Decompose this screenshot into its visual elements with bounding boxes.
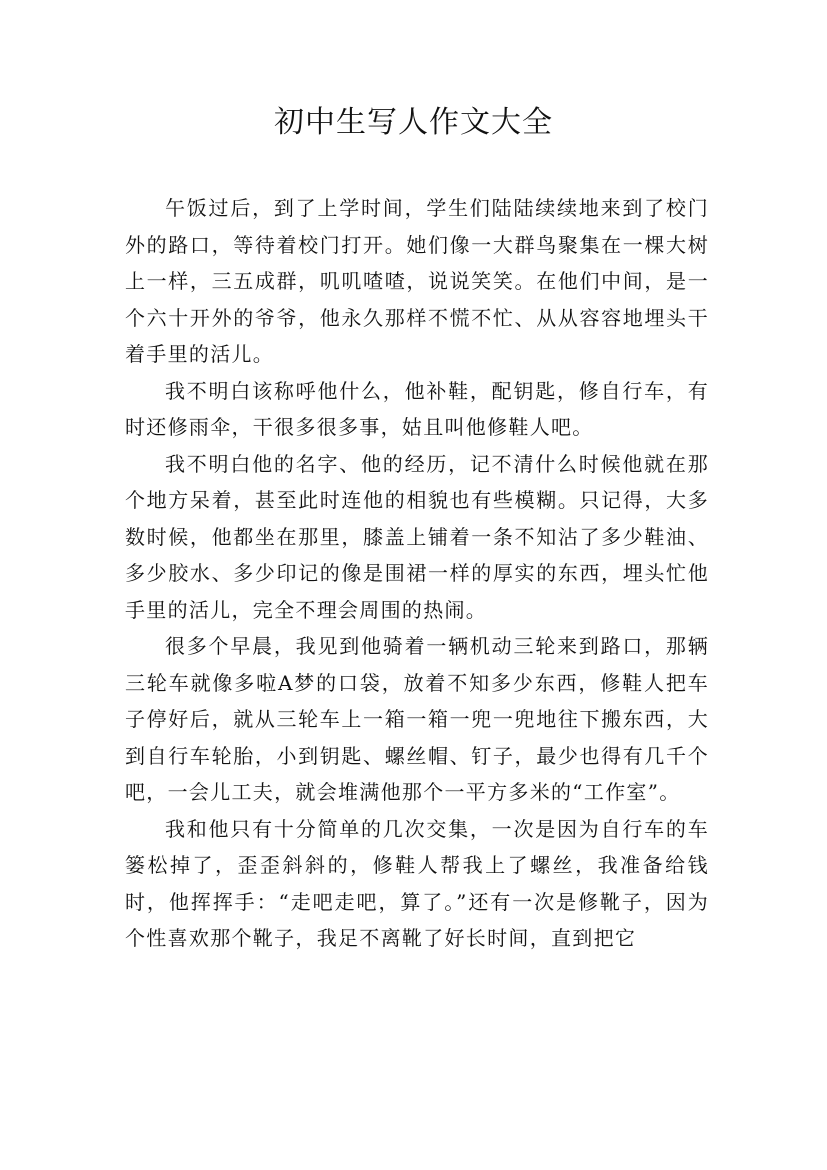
- document-title: 初中生写人作文大全: [274, 105, 553, 140]
- document-body: [125, 190, 709, 957]
- paragraph: 午饭过后，到了上学时间，学生们陆陆续续地来到了校门外的路口，等待着校门打开。她们像一大群鸟聚集在一棵大树上一样，三五成群，叽叽喳喳，说说笑笑。在他们中间，是一个六十开外的爷爷，他永久那样不慌不忙、从从容容地埋头干着手里的活儿。: [125, 196, 709, 366]
- paragraph: 我不明白他的名字、他的经历，记不清什么时候他就在那个地方呆着，甚至此时连他的相貌也有些模糊。只记得，大多数时候，他都坐在那里，膝盖上铺着一条不知沾了多少鞋油、多少胶水、多少印记的像是围裙一样的厚实的东西，埋头忙他手里的活儿，完全不理会周围的热闹。: [125, 451, 709, 622]
- paragraph: 我不明白该称呼他什么，他补鞋，配钥匙，修自行车，有时还修雨伞，干很多很多事，姑且叫他修鞋人吧。: [125, 378, 709, 439]
- paragraph: 很多个早晨，我见到他骑着一辆机动三轮来到路口，那辆三轮车就像多啦A梦的口袋，放着不知多少东西，修鞋人把车子停好后，就从三轮车上一箱一箱一兜一兜地往下搬东西，大到自行车轮胎，小到钥匙、螺丝帽、钉子，最少也得有几千个吧，一会儿工夫，就会堆满他那个一平方多米的“工作室”。: [125, 634, 709, 804]
- paragraph: 我和他只有十分简单的几次交集，一次是因为自行车的车篓松掉了，歪歪斜斜的，修鞋人帮我上了螺丝，我准备给钱时，他挥挥手：“走吧走吧，算了。”还有一次是修靴子，因为个性喜欢那个靴子，我足不离靴了好长时间，直到把它: [125, 816, 709, 950]
